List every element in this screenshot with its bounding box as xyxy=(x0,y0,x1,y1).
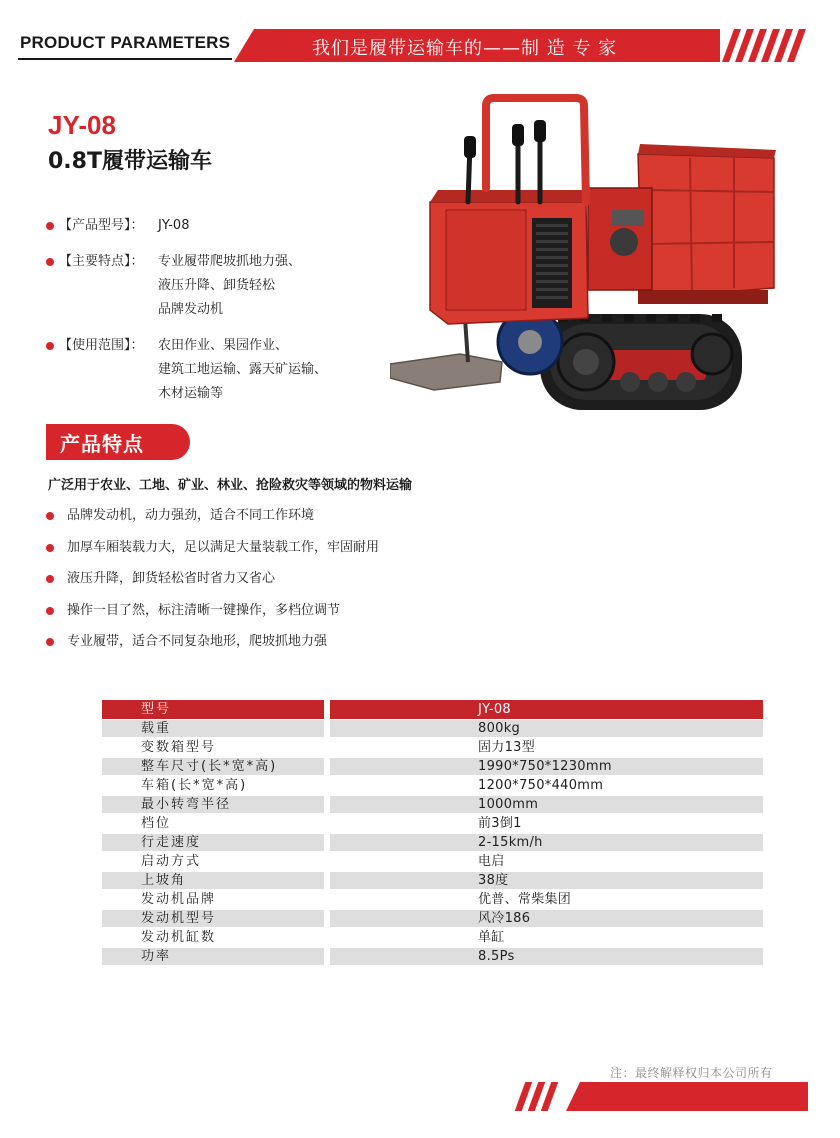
param-label: 载重 xyxy=(102,720,324,737)
table-row xyxy=(102,947,763,966)
param-value: 风冷186 xyxy=(330,910,763,927)
spec-label: 【主要特点】： xyxy=(59,254,144,269)
param-label: 发动机型号 xyxy=(102,910,324,927)
table-row xyxy=(102,738,763,757)
param-label: 上坡角 xyxy=(102,872,324,889)
spec-list xyxy=(46,214,376,418)
param-value: 单缸 xyxy=(478,930,505,945)
section-title: PRODUCT PARAMETERS xyxy=(20,33,231,52)
param-value: 8.5Ps xyxy=(330,948,763,965)
param-value: 固力13型 xyxy=(478,740,536,755)
spec-item-model xyxy=(46,214,376,238)
param-value: 1000mm xyxy=(330,796,763,813)
param-value: 2-15km/h xyxy=(330,834,763,851)
disclaimer-note: 注：最终解释权归本公司所有 xyxy=(610,1066,773,1080)
product-model: JY-08 xyxy=(48,110,116,140)
table-row xyxy=(102,909,763,928)
table-row xyxy=(102,928,763,947)
bullet-icon xyxy=(46,342,54,350)
table-row xyxy=(102,776,763,795)
param-value: 1990*750*1230mm xyxy=(330,758,763,775)
spec-value: JY-08 xyxy=(158,218,190,233)
feature-text: 加厚车厢装载力大，足以满足大量装载工作，牢固耐用 xyxy=(67,539,380,555)
spec-value: 农田作业、果园作业、 xyxy=(158,338,289,353)
spec-value: 液压升降、卸货轻松 xyxy=(158,278,276,293)
spec-value: 木材运输等 xyxy=(158,386,224,401)
table-row xyxy=(102,852,763,871)
features-intro: 广泛用于农业、工地、矿业、林业、抢险救灾等领域的物料运输 xyxy=(48,478,413,493)
feature-text: 操作一目了然，标注清晰一键操作，多档位调节 xyxy=(67,602,341,618)
page-header xyxy=(0,0,840,70)
param-value: 电启 xyxy=(478,854,505,869)
table-header-row xyxy=(102,700,763,719)
title-underline xyxy=(18,58,232,60)
bullet-icon xyxy=(46,258,54,266)
table-row xyxy=(102,833,763,852)
table-row xyxy=(102,814,763,833)
table-header-label: 型号 xyxy=(102,700,324,719)
spec-value: 品牌发动机 xyxy=(158,302,224,317)
spec-value: 建筑工地运输、露天矿运输、 xyxy=(158,362,328,377)
header-stripes xyxy=(722,29,808,62)
tracked-carrier-image xyxy=(390,92,790,422)
param-label: 功率 xyxy=(102,948,324,965)
param-value: 优普、常柴集团 xyxy=(478,892,572,907)
spec-label: 【产品型号】： xyxy=(59,218,144,233)
feature-text: 品牌发动机，动力强劲，适合不同工作环境 xyxy=(67,508,315,523)
spec-label: 【使用范围】： xyxy=(59,338,144,353)
product-name: 0.8T履带运输车 xyxy=(48,149,212,174)
param-label: 发动机缸数 xyxy=(141,930,217,945)
bullet-icon xyxy=(46,607,54,615)
param-value: 1200*750*440mm xyxy=(478,778,604,793)
parameter-table xyxy=(102,700,763,966)
footer-bar xyxy=(566,1082,808,1111)
bullet-icon xyxy=(46,512,54,520)
param-label: 行走速度 xyxy=(102,834,324,851)
slogan-text: 我们是履带运输车的——制 造 专 家 xyxy=(312,38,618,59)
table-row xyxy=(102,719,763,738)
feature-text: 液压升降，卸货轻松省时省力又省心 xyxy=(67,571,276,586)
param-label: 整车尺寸(长*宽*高) xyxy=(102,758,324,775)
param-label: 最小转弯半径 xyxy=(102,796,324,813)
param-label: 变数箱型号 xyxy=(141,740,217,755)
bullet-icon xyxy=(46,638,54,646)
param-value: 前3倒1 xyxy=(478,816,522,831)
table-row xyxy=(102,890,763,909)
table-row xyxy=(102,757,763,776)
spec-item-features xyxy=(46,250,376,322)
table-row xyxy=(102,871,763,890)
footer-stripes xyxy=(514,1082,566,1111)
param-label: 车箱(长*宽*高) xyxy=(141,778,248,793)
param-value: 800kg xyxy=(330,720,763,737)
param-label: 发动机品牌 xyxy=(141,892,217,907)
param-label: 启动方式 xyxy=(141,854,202,869)
features-heading: 产品特点 xyxy=(60,432,144,456)
feature-text: 专业履带，适合不同复杂地形，爬坡抓地力强 xyxy=(67,634,328,649)
bullet-icon xyxy=(46,222,54,230)
spec-item-usage xyxy=(46,334,376,406)
spec-value: 专业履带爬坡抓地力强、 xyxy=(158,254,302,269)
table-header-value: JY-08 xyxy=(330,700,763,719)
bullet-icon xyxy=(46,575,54,583)
param-label: 档位 xyxy=(141,816,172,831)
param-value: 38度 xyxy=(330,872,763,889)
bullet-icon xyxy=(46,544,54,552)
table-row xyxy=(102,795,763,814)
